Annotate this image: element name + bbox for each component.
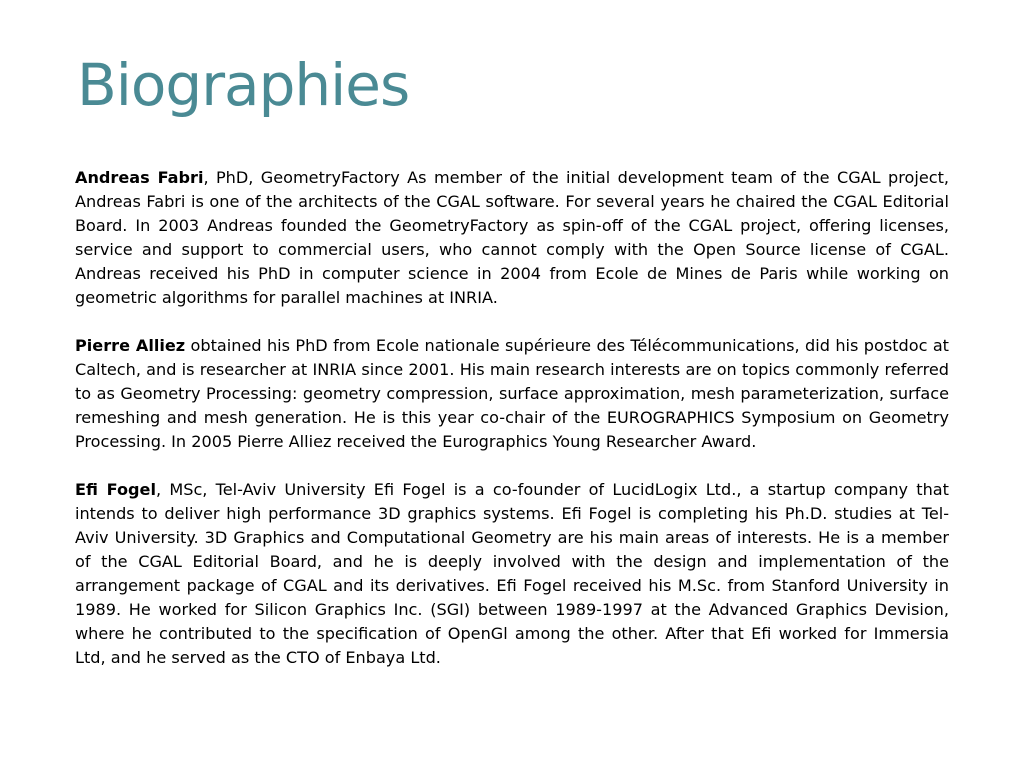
biographies-body bbox=[75, 166, 949, 670]
bio-name: Pierre Alliez bbox=[75, 336, 186, 355]
bio-text: obtained his PhD from Ecole nationale supérieure des Télécommunications, did his postdoc at Caltech, and is researcher at INRIA since 2001. His main research interests are on topics commonly referred to as Geometry Processing: geometry compression, surface approximation, mesh parameterization, surface remeshing and mesh generation. He is this year co-chair of the EUROGRAPHICS Symposium on Geometry Processing. In 2005 Pierre Alliez received the Eurographics Young Researcher Award. bbox=[75, 336, 949, 451]
bio-text: , PhD, GeometryFactory As member of the initial development team of the CGAL project, Andreas Fabri is one of the architects of the CGAL software. For several years he chaired the CGAL Editorial Board. In 2003 Andreas founded the GeometryFactory as spin-off of the CGAL project, offering licenses, service and support to commercial users, who cannot comply with the Open Source license of CGAL. Andreas received his PhD in computer science in 2004 from Ecole de Mines de Paris while working on geometric algorithms for parallel machines at INRIA. bbox=[75, 168, 949, 307]
slide-title: Biographies bbox=[77, 51, 410, 119]
bio-pierre-alliez bbox=[75, 334, 949, 454]
bio-efi-fogel bbox=[75, 478, 949, 670]
bio-name: Efi Fogel bbox=[75, 480, 156, 499]
bio-text: , MSc, Tel-Aviv University Efi Fogel is a co-founder of LucidLogix Ltd., a startup company that intends to deliver high performance 3D graphics systems. Efi Fogel is completing his Ph.D. studies at Tel-Aviv University. 3D Graphics and Computational Geometry are his main areas of interests. He is a member of the CGAL Editorial Board, and he is deeply involved with the design and implementation of the arrangement package of CGAL and its derivatives. Efi Fogel received his M.Sc. from Stanford University in 1989. He worked for Silicon Graphics Inc. (SGI) between 1989-1997 at the Advanced Graphics Devision, where he contributed to the specification of OpenGl among the other. After that Efi worked for Immersia Ltd, and he served as the CTO of Enbaya Ltd. bbox=[75, 480, 949, 667]
bio-name: Andreas Fabri bbox=[75, 168, 204, 187]
bio-andreas-fabri bbox=[75, 166, 949, 310]
